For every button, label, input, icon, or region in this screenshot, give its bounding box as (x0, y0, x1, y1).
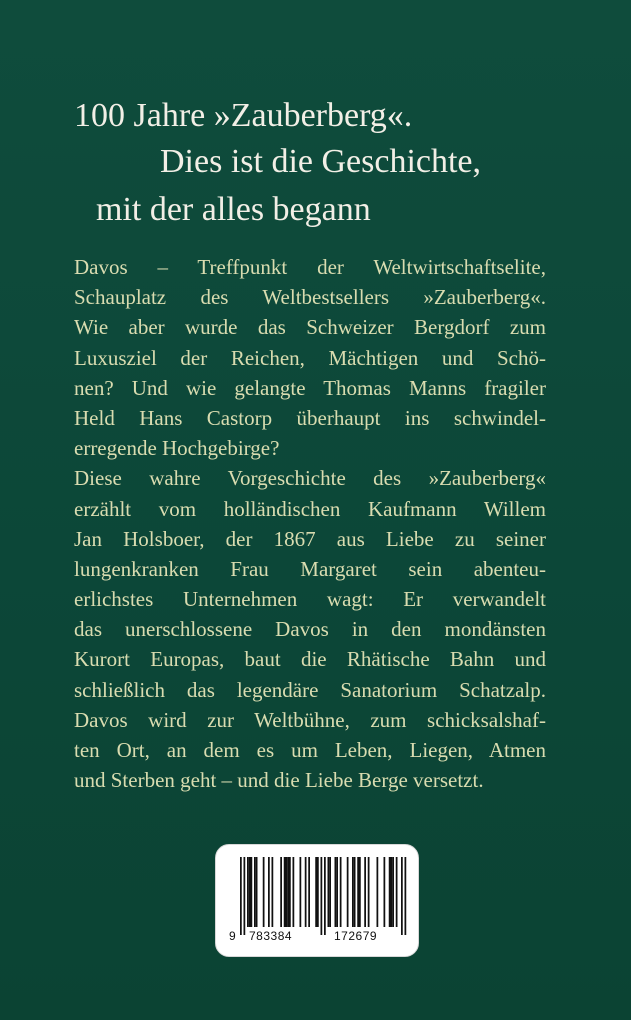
blurb-line: Luxusziel der Reichen, Mächtigen und Schö- (74, 345, 546, 370)
blurb-line: lungenkranken Frau Margaret sein abenteu- (74, 556, 546, 581)
headline-line-2: Dies ist die Geschichte, (160, 143, 482, 180)
barcode-bar (336, 857, 338, 927)
barcode-bar (384, 857, 386, 927)
blurb-line: Diese wahre Vorgeschichte des »Zauberberg« (74, 466, 546, 491)
barcode-bar (287, 857, 289, 927)
barcode-bar (244, 857, 246, 935)
blurb-text (74, 252, 546, 795)
barcode-right-digits: 172679 (334, 929, 378, 943)
blurb-line: schließlich das legendäre Sanatorium Schatzalp. (74, 677, 546, 702)
barcode-bar (247, 857, 249, 927)
barcode-bar (391, 857, 393, 927)
barcode-bar (328, 857, 330, 927)
barcode-bar (377, 857, 379, 927)
barcode-bar (359, 857, 361, 927)
blurb-line: erlichstes Unternehmen wagt: Er verwandelt (74, 587, 546, 612)
barcode-bar (284, 857, 286, 927)
blurb-line: Wie aber wurde das Schweizer Bergdorf zum (74, 315, 546, 340)
headline-line-1: 100 Jahre »Zauberberg«. (74, 97, 413, 134)
blurb-line: Held Hans Castorp überhaupt ins schwindel- (74, 405, 546, 430)
barcode-bar (280, 857, 282, 927)
blurb-line: erregende Hochgebirge? (74, 436, 280, 461)
barcode-bar (321, 857, 323, 935)
blurb-line: Davos wird zur Weltbühne, zum schicksalshaf- (74, 707, 546, 732)
blurb-line: nen? Und wie gelangte Thomas Manns fragiler (74, 375, 546, 400)
barcode-bar (354, 857, 356, 927)
barcode-bar (364, 857, 366, 927)
barcode-bar (357, 857, 359, 927)
barcode-bar (251, 857, 253, 927)
barcode-bar (305, 857, 307, 927)
blurb-line: Schauplatz des Weltbestsellers »Zauberberg«. (74, 285, 546, 310)
barcode-bar (340, 857, 342, 927)
barcode-bar (329, 857, 331, 927)
barcode-bar (405, 857, 407, 935)
barcode-bar (300, 857, 302, 927)
blurb-line: Jan Holsboer, der 1867 aus Liebe zu seiner (74, 526, 546, 551)
blurb-line: Kurort Europas, baut die Rhätische Bahn und (74, 647, 546, 672)
barcode-bar (256, 857, 258, 927)
barcode-bar (347, 857, 349, 927)
barcode-bar (352, 857, 354, 927)
blurb-line: das unerschlossene Davos in den mondänsten (74, 617, 546, 642)
barcode-bar (317, 857, 319, 927)
barcode-first-digit: 9 (229, 929, 237, 943)
barcode-bar (401, 857, 403, 935)
barcode-bar (368, 857, 370, 927)
barcode-bar (324, 857, 326, 935)
barcode-bar (254, 857, 256, 927)
barcode-left-digits: 783384 (249, 929, 293, 943)
barcode-bar (315, 857, 317, 927)
headline-line-3: mit der alles begann (96, 191, 371, 228)
barcode-bar (286, 857, 288, 927)
barcode-bar (335, 857, 337, 927)
barcode-bar (293, 857, 295, 927)
blurb-line: erzählt vom holländischen Kaufmann Willem (74, 496, 546, 521)
barcode-bar (389, 857, 391, 927)
blurb-line: ten Ort, an dem es um Leben, Liegen, Atmen (74, 738, 546, 762)
barcode-bar (289, 857, 291, 927)
barcode-bar (263, 857, 265, 927)
barcode-bar (396, 857, 398, 927)
isbn-barcode (215, 844, 419, 957)
barcode-bar (240, 857, 242, 935)
blurb-line: Davos – Treffpunkt der Weltwirtschaftselite, (74, 255, 546, 279)
barcode-bar (249, 857, 251, 927)
blurb-line: und Sterben geht – und die Liebe Berge versetzt. (74, 768, 484, 793)
barcode-bar (308, 857, 310, 927)
barcode-bar (272, 857, 274, 927)
barcode-bars (216, 845, 418, 956)
barcode-bar (392, 857, 394, 927)
barcode-bar (268, 857, 270, 927)
